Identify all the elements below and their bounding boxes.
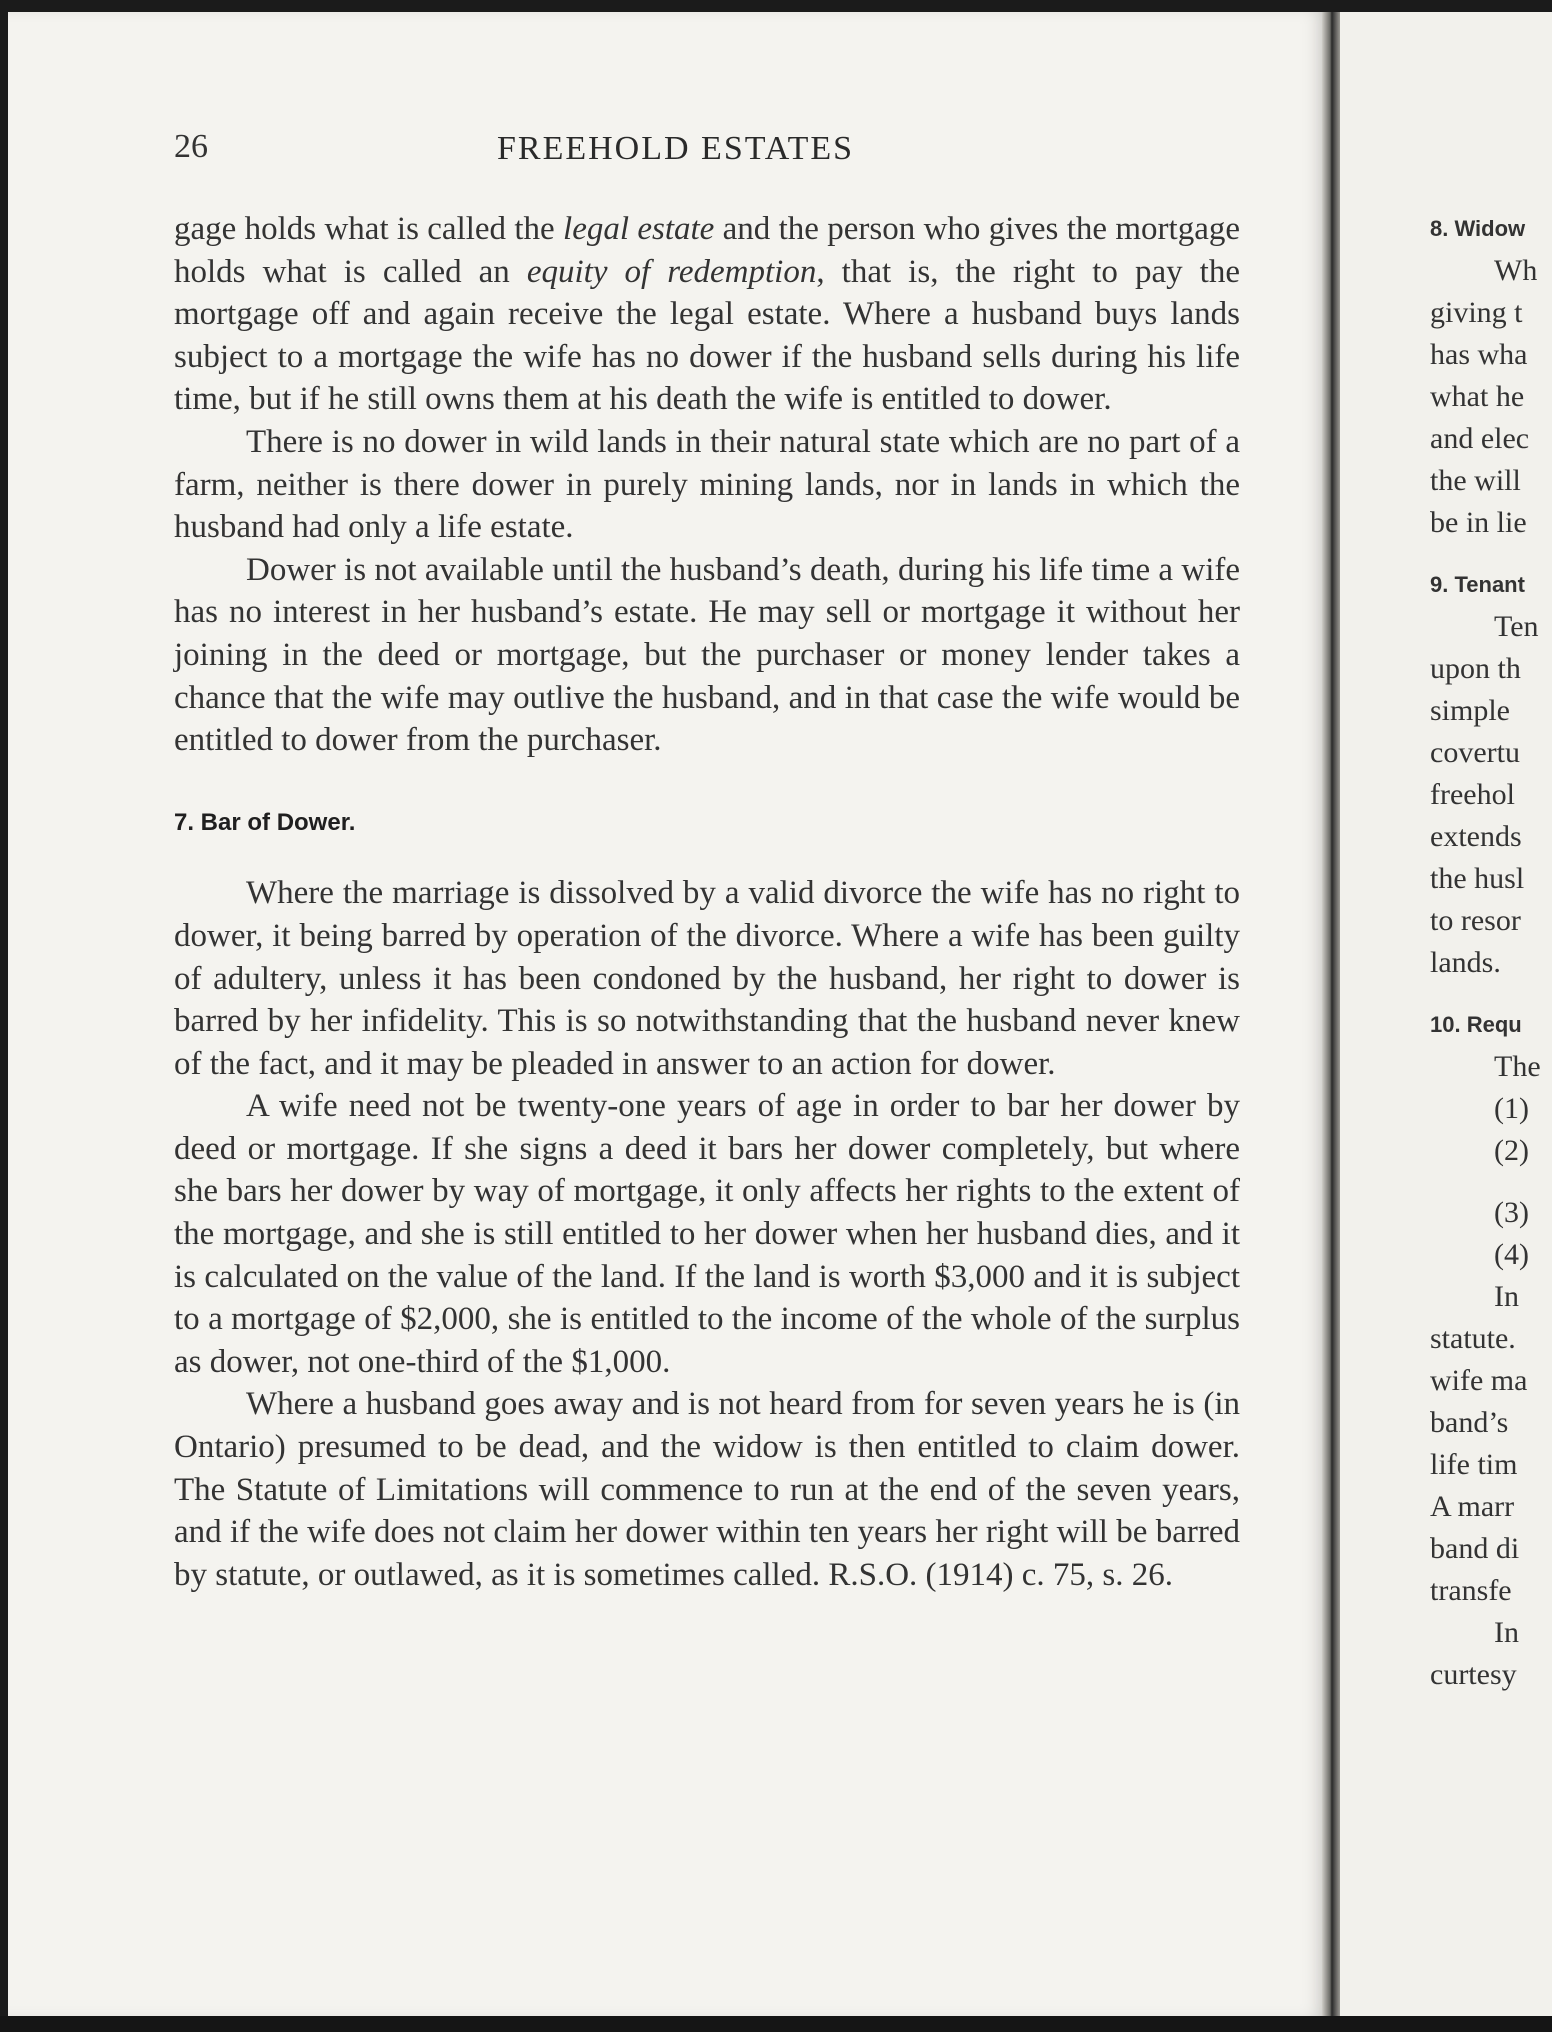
right-line: (2)	[1494, 1134, 1529, 1167]
paragraph-1-text-a: gage holds what is called the	[174, 211, 564, 247]
right-line: to resor	[1430, 904, 1521, 937]
running-title: FREEHOLD ESTATES	[497, 130, 855, 167]
right-line: statute.	[1430, 1322, 1516, 1355]
right-line: lands.	[1430, 946, 1501, 979]
paragraph-1-text-b: and the person who gives the mortgage holds what is called an	[174, 211, 1240, 290]
right-line: A marr	[1430, 1490, 1515, 1523]
right-line: Ten	[1494, 610, 1539, 643]
right-line: the will	[1430, 464, 1521, 497]
right-heading-10: 10. Requ	[1430, 1012, 1522, 1037]
section-heading-bar-of-dower: 7. Bar of Dower.	[174, 808, 356, 836]
right-line: upon th	[1430, 652, 1521, 685]
right-line: giving t	[1430, 296, 1523, 329]
page-number: 26	[174, 128, 208, 165]
right-line: life tim	[1430, 1448, 1518, 1481]
right-line: (4)	[1494, 1238, 1529, 1271]
paragraph-1-text-c: , that is, the right to pay the mortgage off and again receive the legal estate. Where a husband buys lands subject to a mortgage the wife has no dower if the husband sells during his life time, but if he still owns them at his death the wife is entitled to dower.	[174, 253, 1240, 418]
right-line: wife ma	[1430, 1364, 1528, 1397]
right-line: what he	[1430, 380, 1525, 413]
right-line: (3)	[1494, 1196, 1529, 1229]
right-heading-8: 8. Widow	[1430, 216, 1526, 241]
right-line: be in lie	[1430, 506, 1527, 539]
term-legal-estate: legal estate	[563, 211, 715, 247]
right-line: The	[1494, 1050, 1541, 1083]
right-line: simple	[1430, 694, 1510, 727]
paragraph-1	[174, 208, 1240, 421]
right-line: has wha	[1430, 338, 1528, 371]
right-line: curtesy	[1430, 1658, 1517, 1691]
left-page-body	[174, 208, 1240, 1596]
right-line: the husl	[1430, 862, 1525, 895]
right-line: In	[1494, 1616, 1519, 1649]
paragraph-6: Where a husband goes away and is not heard from for seven years he is (in Ontario) presumed to be dead, and the widow is then entitled to claim dower. The Statute of Limitations will commence to run at the end of the seven years, and if the wife does not claim her dower within ten years her right will be barred by statute, or outlawed, as it is sometimes called. R.S.O. (1914) c. 75, s. 26.	[174, 1386, 1240, 1593]
right-line: extends	[1430, 820, 1522, 853]
right-line: (1)	[1494, 1092, 1529, 1125]
paragraph-3: Dower is not available until the husband’s death, during his life time a wife has no interest in her husband’s estate. He may sell or mortgage it without her joining in the deed or mortgage, but the purchaser or money lender takes a chance that the wife may outlive the husband, and in that case the wife would be entitled to dower from the purchaser.	[174, 551, 1240, 759]
right-line: band di	[1430, 1532, 1520, 1565]
right-line: In	[1494, 1280, 1519, 1313]
right-heading-9: 9. Tenant	[1430, 572, 1525, 597]
right-line: covertu	[1430, 736, 1520, 769]
right-line: Wh	[1494, 254, 1538, 287]
paragraph-4: Where the marriage is dissolved by a valid divorce the wife has no right to dower, it being barred by operation of the divorce. Where a wife has been guilty of adultery, unless it has been condoned by the husband, her right to dower is barred by her infidelity. This is so notwithstanding that the husband never knew of the fact, and it may be pleaded in answer to an action for dower.	[174, 875, 1240, 1082]
scan-border	[0, 2016, 1552, 2032]
paragraph-5: A wife need not be twenty-one years of age in order to bar her dower by deed or mortgage. If she signs a deed it bars her dower completely, but where she bars her dower by way of mortgage, it only affects her rights to the extent of the mortgage, and she is still entitled to her dower when her husband dies, and it is calculated on the value of the land. If the land is worth $3,000 and it is subject to a mortgage of $2,000, she is entitled to the income of the whole of the surplus as dower, not one-third of the $1,000.	[174, 1088, 1240, 1380]
right-page-body	[1430, 208, 1552, 1696]
right-line: and elec	[1430, 422, 1530, 455]
book-gutter	[1322, 12, 1340, 2016]
right-line: freehol	[1430, 778, 1515, 811]
right-line: transfe	[1430, 1574, 1512, 1607]
right-line: band’s	[1430, 1406, 1509, 1439]
paragraph-2: There is no dower in wild lands in their natural state which are no part of a farm, neither is there dower in purely mining lands, nor in lands in which the husband had only a life estate.	[174, 423, 1240, 546]
term-equity-of-redemption: equity of redemption	[526, 253, 817, 290]
